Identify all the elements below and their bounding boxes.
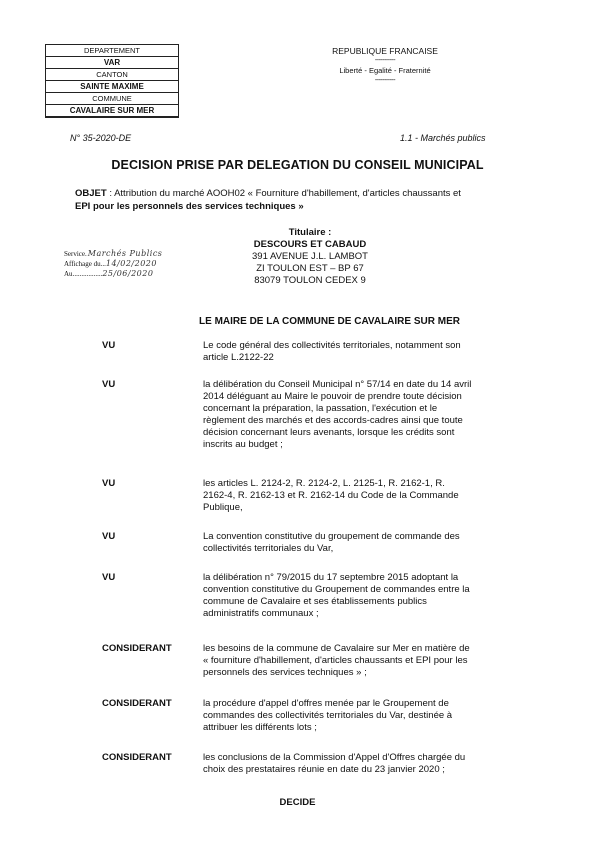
clause-label: VU [102, 340, 116, 351]
clause-text [203, 379, 546, 451]
page-title: DECISION PRISE PAR DELEGATION DU CONSEIL MUNICIPAL [111, 158, 484, 172]
clause-line: concernant la préparation, la passation, l'exécution et le [203, 403, 438, 414]
clause-text [203, 531, 546, 555]
clause-line: personnels des services techniques » ; [203, 667, 367, 678]
box-row-canton-label: CANTON [46, 69, 178, 81]
clause-text [203, 752, 546, 776]
clause-line: Publique, [203, 502, 243, 513]
clause-line: règlement des marchés et des accords-cadres ainsi que toute [203, 415, 463, 426]
stamp-service-label: Service [64, 250, 85, 258]
clause-label: VU [102, 478, 116, 489]
stamp-au-value: 25/06/2020 [102, 269, 154, 278]
clause-line: la procédure d'appel d'offres menée par le Groupement de [203, 698, 449, 709]
clause-line: la délibération n° 79/2015 du 17 septembre 2015 adoptant la [203, 572, 459, 583]
clause-label: VU [102, 572, 116, 583]
clause-text [203, 572, 546, 620]
clause-line: commandes des collectivités territoriales du Var, destinée à [203, 710, 453, 721]
objet-line-2: EPI pour les personnels des services techniques » [75, 201, 304, 212]
clause-text [203, 478, 546, 514]
clause-line: 2162-4, R. 2162-13 et R. 2162-14 du Code de la Commande [203, 490, 459, 501]
republic-header [300, 45, 470, 85]
clause-line: collectivités territoriales du Var, [203, 543, 334, 554]
stamp-service-line: Service.Marchés Publics [64, 249, 163, 258]
mayor-heading-wrap [0, 311, 595, 329]
clause-line: les conclusions de la Commission d'Appel d'Offres chargée du [203, 752, 466, 763]
clause-line: inscrits au budget ; [203, 439, 283, 450]
box-row-commune: CAVALAIRE SUR MER [69, 106, 155, 115]
box-row-commune-label: COMMUNE [46, 93, 178, 105]
republic-separator: ----------- [374, 57, 396, 64]
titulaire-name: DESCOURS ET CABAUD [253, 239, 367, 250]
titulaire-address-2: ZI TOULON EST – BP 67 [256, 263, 364, 274]
clause-label: VU [102, 379, 116, 390]
republic-name: REPUBLIQUE FRANCAISE [332, 46, 438, 56]
clause-line: article L.2122-22 [203, 352, 274, 363]
titulaire-block [220, 227, 400, 287]
stamp-affichage-value: 14/02/2020 [105, 259, 157, 268]
clause-label: CONSIDERANT [102, 643, 172, 654]
mayor-heading: LE MAIRE DE LA COMMUNE DE CAVALAIRE SUR MER [199, 316, 460, 327]
stamp-affichage-line: Affichage du...14/02/2020 [64, 259, 157, 268]
box-row-departement: VAR [46, 57, 178, 69]
clause-line: commune de Cavalaire et ses établissements publics [203, 596, 427, 607]
titulaire-heading: Titulaire : [288, 227, 332, 238]
clause-line: 2014 déléguant au Maire le pouvoir de prendre toute décision [203, 391, 462, 402]
clause-line: « fourniture d'habillement, d'articles chaussants et EPI pour les [203, 655, 468, 666]
clause-line: choix des prestataires réunie en date du 23 janvier 2020 ; [203, 764, 445, 775]
clause-line: La convention constitutive du groupement de commande des [203, 531, 460, 542]
republic-separator-2: ----------- [374, 77, 396, 84]
stamp-au-line: Au.................25/06/2020 [64, 269, 154, 278]
clause-line: administratifs communaux ; [203, 608, 319, 619]
clause-line: attribuer les différents lots ; [203, 722, 317, 733]
stamp-service-value: Marchés Publics [87, 249, 163, 258]
titulaire-address-3: 83079 TOULON CEDEX 9 [254, 275, 366, 286]
box-row-canton: SAINTE MAXIME [46, 81, 178, 93]
clause-line: la délibération du Conseil Municipal n° 57/14 en date du 14 avril [203, 379, 472, 390]
clause-line: Le code général des collectivités territoriales, notamment son [203, 340, 461, 351]
service-stamp [64, 249, 162, 279]
clause-line: convention constitutive du Groupement de commandes entre la [203, 584, 470, 595]
box-row-departement-label: DEPARTEMENT [46, 45, 178, 57]
stamp-au-label: Au [64, 270, 73, 278]
administrative-box [45, 44, 179, 118]
objet-label: OBJET [75, 188, 107, 199]
clause-label: CONSIDERANT [102, 698, 172, 709]
clause-line: les articles L. 2124-2, R. 2124-2, L. 2125-1, R. 2162-1, R. [203, 478, 445, 489]
clause-text [203, 643, 546, 679]
clause-label: CONSIDERANT [102, 752, 172, 763]
stamp-affichage-label: Affichage du [64, 260, 101, 268]
republic-motto: Liberté - Egalité - Fraternité [339, 66, 431, 75]
clause-label: VU [102, 531, 116, 542]
decision-category: 1.1 - Marchés publics [400, 133, 486, 143]
clause-line: les besoins de la commune de Cavalaire sur Mer en matière de [203, 643, 470, 654]
objet-paragraph [75, 187, 535, 213]
clause-line: décision concernant leurs avenants, lorsque les crédits sont [203, 427, 455, 438]
titulaire-address-1: 391 AVENUE J.L. LAMBOT [252, 251, 368, 262]
objet-line-1: : Attribution du marché AOOH02 « Fourniture d'habillement, d'articles chaussants et [106, 188, 461, 199]
decision-number: N° 35-2020-DE [70, 133, 132, 143]
clause-text [203, 340, 546, 364]
clause-text [203, 698, 546, 734]
decide-heading: DECIDE [279, 797, 316, 808]
